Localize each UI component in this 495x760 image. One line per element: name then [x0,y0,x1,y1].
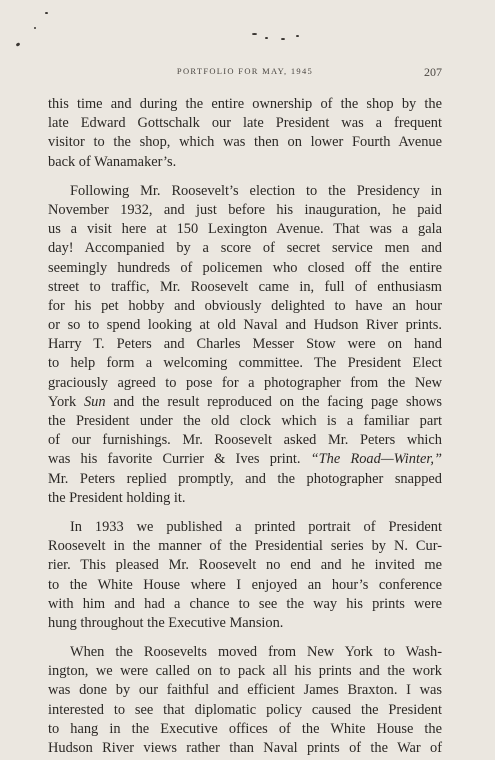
ink-speck [252,33,257,35]
paragraph-gap [48,508,442,518]
text-line: street to traffic, Mr. Roosevelt came in, full of enthusiasm [48,278,442,295]
text-line: Roosevelt in the manner of the Presidential series by N. Cur- [48,538,442,555]
text-line: York Sun and the result reproduced on the facing page shows [48,393,442,410]
page-number: 207 [424,65,442,79]
ink-speck [16,42,21,47]
paragraph [48,643,442,758]
text-line: day! Accompanied by a score of secret service men and [48,240,442,257]
running-title: PORTFOLIO FOR MAY, 1945 [176,66,314,76]
ink-speck [34,27,36,29]
text-line: November 1932, and just before his inauguration, he paid [48,201,442,218]
text-line: was done by our faithful and efficient James Braxton. I was [48,682,442,699]
ink-speck [265,37,268,39]
text-line: to hang in the Executive offices of the White House the [48,720,442,737]
text-line: rier. This pleased Mr. Roosevelt no end and he invited me [48,557,442,574]
text-line: to the White House where I enjoyed an hour’s conference [48,576,442,593]
text-line: seemingly hundreds of policemen who closed off the entire [48,259,442,276]
text-line: for his pet hobby and obviously delighted to have an hour [48,297,442,314]
ink-speck [45,12,48,14]
text-line: graciously agreed to pose for a photographer from the New [48,374,442,391]
running-head [48,66,442,82]
text-line: or so to spend looking at old Naval and Hudson River prints. [48,317,442,334]
paragraph-gap [48,172,442,182]
text-line: this time and during the entire ownership of the shop by the [48,96,442,112]
text-line: the President holding it. [48,489,186,506]
text-line: ington, we were called on to pack all his prints and the work [48,663,442,680]
paragraph [48,95,442,172]
text-line: was his favorite Currier & Ives print. “The Road—Winter,” [48,451,442,468]
text-line: In 1933 we published a printed portrait of President [70,518,442,535]
text-line: Mr. Peters replied promptly, and the photographer snapped [48,470,442,487]
text-line: Harry T. Peters and Charles Messer Stow were on hand [48,336,442,353]
ink-speck [281,38,285,40]
text-line: back of Wanamaker’s. [48,153,177,170]
text-line: interested to see that diplomatic policy caused the President [48,701,442,718]
text-line: the President under the old clock which is a familiar part [48,413,442,429]
body-text [48,95,442,758]
text-line: hung throughout the Executive Mansion. [48,614,284,631]
text-line: with him and had a chance to see the way his prints were [48,595,442,612]
text-line: late Edward Gottschalk our late President was a frequent [48,115,442,132]
paragraph [48,518,442,633]
paragraph [48,182,442,508]
text-line: Hudson River views rather than Naval prints of the War of [48,740,442,756]
text-line: us a visit here at 150 Lexington Avenue. That was a gala [48,221,442,238]
text-line: When the Roosevelts moved from New York to Wash- [70,644,442,661]
text-line: to help form a welcoming committee. The President Elect [48,355,442,372]
text-line: Following Mr. Roosevelt’s election to the Presidency in [70,182,442,199]
ink-speck [296,35,299,37]
text-line: visitor to the shop, which was then on lower Fourth Avenue [48,134,442,151]
paragraph-gap [48,633,442,643]
text-line: of our furnishings. Mr. Roosevelt asked Mr. Peters which [48,432,442,449]
